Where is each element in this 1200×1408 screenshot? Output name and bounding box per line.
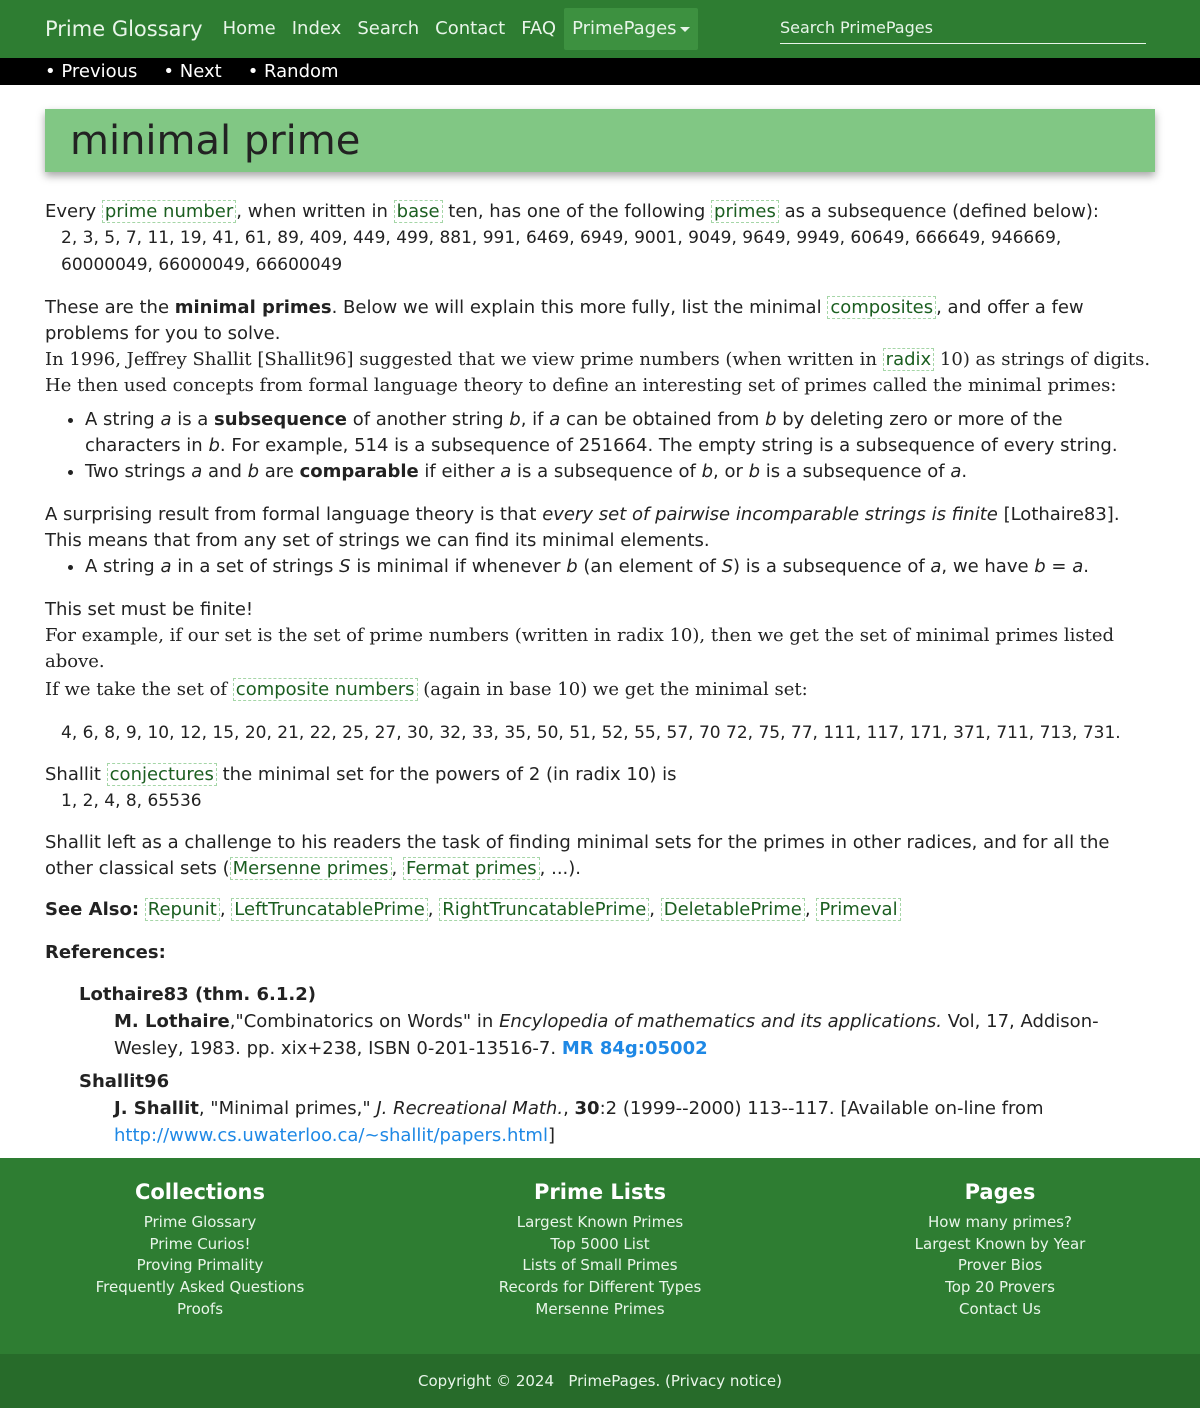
paragraph-challenge: Shallit left as a challenge to his readers the task of finding minimal sets for the primes in other radices, and for all the other classical sets ( Mersenne primes , Fermat primes , ...). xyxy=(45,832,1110,879)
definition-list xyxy=(45,407,1155,485)
copyright-bar: Copyright © 2024 PrimePages. (Privacy notice) xyxy=(0,1354,1200,1408)
link-composites[interactable]: composites xyxy=(827,296,936,319)
references-heading: References: xyxy=(45,942,166,963)
link-mersenne-primes[interactable]: Mersenne primes xyxy=(230,857,392,880)
list-item: • Two strings a and b are comparable if either a is a subsequence of b, or b is a subsequence of a. xyxy=(85,459,1155,485)
link-base[interactable]: base xyxy=(394,200,443,223)
reference-key: Lothaire83 (thm. 6.1.2) xyxy=(79,984,316,1005)
reference-body: M. Lothaire,"Combinatorics on Words" in Encylopedia of mathematics and its applications. Vol, 17, Addison-Wesley, 1983. pp. xix+238, ISBN 0-201-13516-7. MR 84g:05002 xyxy=(114,1011,1099,1059)
paragraph-example: For example, if our set is the set of prime numbers (written in radix 10), then we get the set of minimal primes listed above. xyxy=(45,625,1114,672)
reference-key: Shallit96 xyxy=(79,1071,170,1092)
footer-prime-lists xyxy=(400,1158,800,1354)
copyright-text: Copyright © 2024 xyxy=(418,1372,555,1390)
footer-link[interactable]: Prover Bios xyxy=(957,1256,1043,1275)
caret-down-icon xyxy=(680,27,690,32)
footer-link[interactable]: Contact Us xyxy=(959,1299,1041,1318)
see-also: See Also: Repunit , LeftTruncatablePrime , RightTruncatablePrime , DeletablePrime , Primeval xyxy=(45,897,1155,923)
search-input[interactable] xyxy=(780,14,1146,43)
see-also-primeval[interactable]: Primeval xyxy=(816,898,900,921)
next-link[interactable]: • Next xyxy=(163,61,222,82)
brand-link[interactable]: Prime Glossary xyxy=(45,17,203,41)
main-content xyxy=(0,109,1200,1149)
privacy-notice-link[interactable]: Privacy notice xyxy=(670,1372,777,1390)
nav-home[interactable]: Home xyxy=(222,18,276,39)
paragraph-shallit: In 1996, Jeffrey Shallit [Shallit96] suggested that we view prime numbers (when written in radix 10) as strings of digits. He then used concepts from formal language theory to define an interesting set of primes called the minimal primes: xyxy=(45,349,1151,396)
link-radix[interactable]: radix xyxy=(883,348,935,371)
see-also-repunit[interactable]: Repunit xyxy=(145,898,220,921)
sub-navbar xyxy=(0,58,1200,85)
footer-link[interactable]: Mersenne Primes xyxy=(535,1299,665,1318)
footer-link[interactable]: Top 5000 List xyxy=(550,1234,650,1253)
footer-link[interactable]: Largest Known Primes xyxy=(516,1213,684,1231)
footer-link[interactable]: Records for Different Types xyxy=(498,1278,702,1297)
footer-link[interactable]: Proofs xyxy=(176,1299,224,1318)
footer-link[interactable]: Lists of Small Primes xyxy=(522,1256,678,1275)
list-item: • A string a is a subsequence of another string b, if a can be obtained from b by deleting zero or more of the characters in b. For example, 514 is a subsequence of 251664. The empty string is a subsequence of every string. xyxy=(85,407,1155,459)
nav-index[interactable]: Index xyxy=(291,18,342,39)
mr-link[interactable]: MR 84g:05002 xyxy=(561,1038,708,1059)
random-link[interactable]: • Random xyxy=(247,61,339,82)
reference-shallit96 xyxy=(79,1069,1155,1149)
title-box xyxy=(45,109,1155,172)
see-also-righttruncatableprime[interactable]: RightTruncatablePrime xyxy=(439,898,649,921)
paragraph-powers-of-two: Shallit conjectures the minimal set for the powers of 2 (in radix 10) is xyxy=(45,764,677,785)
search-box xyxy=(780,14,1146,44)
nav-faq[interactable]: FAQ xyxy=(521,18,557,39)
previous-link[interactable]: • Previous xyxy=(45,61,138,82)
paragraph-minimal-primes: These are the minimal primes. Below we will explain this more fully, list the minimal composites , and offer a few problems for you to solve. xyxy=(45,297,1084,344)
minimal-primes-list: 2, 3, 5, 7, 11, 19, 41, 61, 89, 409, 449, 499, 881, 991, 6469, 6949, 9001, 9049, 9649, 9949, 60649, 666649, 946669, 60000049, 66000049, 66600049 xyxy=(61,228,1062,275)
footer-link[interactable]: Prime Glossary xyxy=(143,1213,257,1231)
composite-list: 4, 6, 8, 9, 10, 12, 15, 20, 21, 22, 25, 27, 30, 32, 33, 35, 50, 51, 52, 55, 57, 70 72, 75, 77, 111, 117, 171, 371, 711, 713, 731. xyxy=(61,723,1121,743)
link-composite-numbers[interactable]: composite numbers xyxy=(233,678,418,701)
top-navbar xyxy=(0,0,1200,58)
page-title: minimal prime xyxy=(70,117,361,164)
link-fermat-primes[interactable]: Fermat primes xyxy=(403,857,540,880)
paragraph-surprising-result: A surprising result from formal language theory is that every set of pairwise incomparable strings is finite [Lothaire83]. This means that from any set of strings we can find its minimal elements. xyxy=(45,504,1120,551)
see-also-deletableprime[interactable]: DeletablePrime xyxy=(661,898,805,921)
footer-heading: Prime Lists xyxy=(534,1180,666,1204)
reference-lothaire83 xyxy=(79,982,1155,1062)
primepages-link[interactable]: PrimePages xyxy=(568,1372,656,1390)
footer-heading: Pages xyxy=(964,1180,1036,1204)
paragraph-composite: If we take the set of composite numbers (again in base 10) we get the minimal set: xyxy=(45,679,808,700)
link-conjectures[interactable]: conjectures xyxy=(107,763,217,786)
nav-search[interactable]: Search xyxy=(357,18,420,39)
footer-collections xyxy=(0,1158,400,1354)
footer-link[interactable]: Top 20 Provers xyxy=(945,1278,1055,1297)
footer-link[interactable]: How many primes? xyxy=(928,1213,1072,1231)
see-also-lefttruncatableprime[interactable]: LeftTruncatablePrime xyxy=(231,898,428,921)
minimal-definition-list xyxy=(45,554,1155,580)
shallit-papers-link[interactable]: http://www.cs.uwaterloo.ca/~shallit/papers.html xyxy=(114,1125,548,1146)
list-item: • A string a in a set of strings S is minimal if whenever b (an element of S) is a subsequence of a, we have b = a. xyxy=(85,554,1155,580)
footer-pages xyxy=(800,1158,1200,1354)
intro-paragraph: Every prime number , when written in base ten, has one of the following primes as a subsequence (defined below): xyxy=(45,201,1099,222)
reference-body: J. Shallit, "Minimal primes," J. Recreational Math., 30:2 (1999--2000) 113--117. [Available on-line from http://www.cs.uwaterloo.ca/~shallit/papers.html] xyxy=(114,1098,1044,1146)
footer-heading: Collections xyxy=(134,1180,266,1204)
paragraph-finite: This set must be finite! xyxy=(45,599,254,620)
powers-list: 1, 2, 4, 8, 65536 xyxy=(61,791,202,811)
nav-primepages-dropdown[interactable] xyxy=(564,8,698,50)
footer-link[interactable]: Proving Primality xyxy=(136,1256,264,1275)
footer-link[interactable]: Largest Known by Year xyxy=(914,1234,1086,1253)
footer xyxy=(0,1158,1200,1354)
footer-link[interactable]: Frequently Asked Questions xyxy=(95,1278,305,1297)
nav-contact[interactable]: Contact xyxy=(435,18,506,39)
footer-link[interactable]: Prime Curios! xyxy=(149,1234,251,1253)
link-prime-number[interactable]: prime number xyxy=(102,200,236,223)
dropdown-label: PrimePages xyxy=(572,18,677,39)
link-primes[interactable]: primes xyxy=(711,200,779,223)
